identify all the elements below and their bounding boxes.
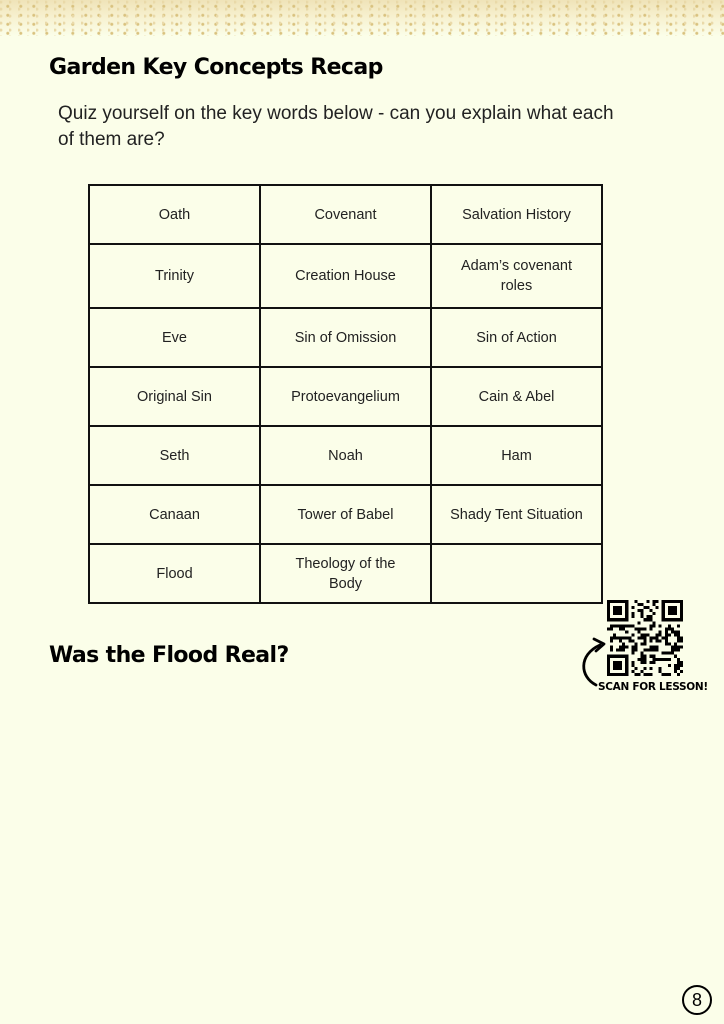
table-row <box>89 185 602 244</box>
concept-cell: Eve <box>89 308 260 367</box>
concept-cell: Oath <box>89 185 260 244</box>
concept-cell: Salvation History <box>431 185 602 244</box>
concepts-table <box>88 184 603 604</box>
section-title: Was the Flood Real? <box>49 643 289 668</box>
table-row <box>89 367 602 426</box>
concept-cell: Sin of Omission <box>260 308 431 367</box>
table-row <box>89 244 602 308</box>
concept-cell: Canaan <box>89 485 260 544</box>
concept-cell <box>431 544 602 603</box>
concept-cell: Tower of Babel <box>260 485 431 544</box>
qr-code-icon[interactable] <box>607 600 683 676</box>
page-number: 8 <box>682 985 712 1015</box>
concept-cell: Creation House <box>260 244 431 308</box>
page-title: Garden Key Concepts Recap <box>49 55 383 80</box>
concept-cell: Trinity <box>89 244 260 308</box>
concept-cell: Adam’s covenant roles <box>431 244 602 308</box>
concept-cell: Flood <box>89 544 260 603</box>
table-row <box>89 308 602 367</box>
concept-cell: Protoevangelium <box>260 367 431 426</box>
table-row <box>89 544 602 603</box>
concept-cell: Ham <box>431 426 602 485</box>
intro-text: Quiz yourself on the key words below - can you explain what each of them are? <box>58 103 614 150</box>
concept-cell: Cain & Abel <box>431 367 602 426</box>
concept-cell: Sin of Action <box>431 308 602 367</box>
concept-cell: Noah <box>260 426 431 485</box>
concept-cell: Seth <box>89 426 260 485</box>
decorative-top-band <box>0 0 724 36</box>
table-row <box>89 426 602 485</box>
concept-cell: Theology of the Body <box>260 544 431 603</box>
concept-cell: Original Sin <box>89 367 260 426</box>
scan-label: SCAN FOR LESSON! <box>598 681 708 693</box>
concept-cell: Covenant <box>260 185 431 244</box>
table-row <box>89 485 602 544</box>
concept-cell: Shady Tent Situation <box>431 485 602 544</box>
